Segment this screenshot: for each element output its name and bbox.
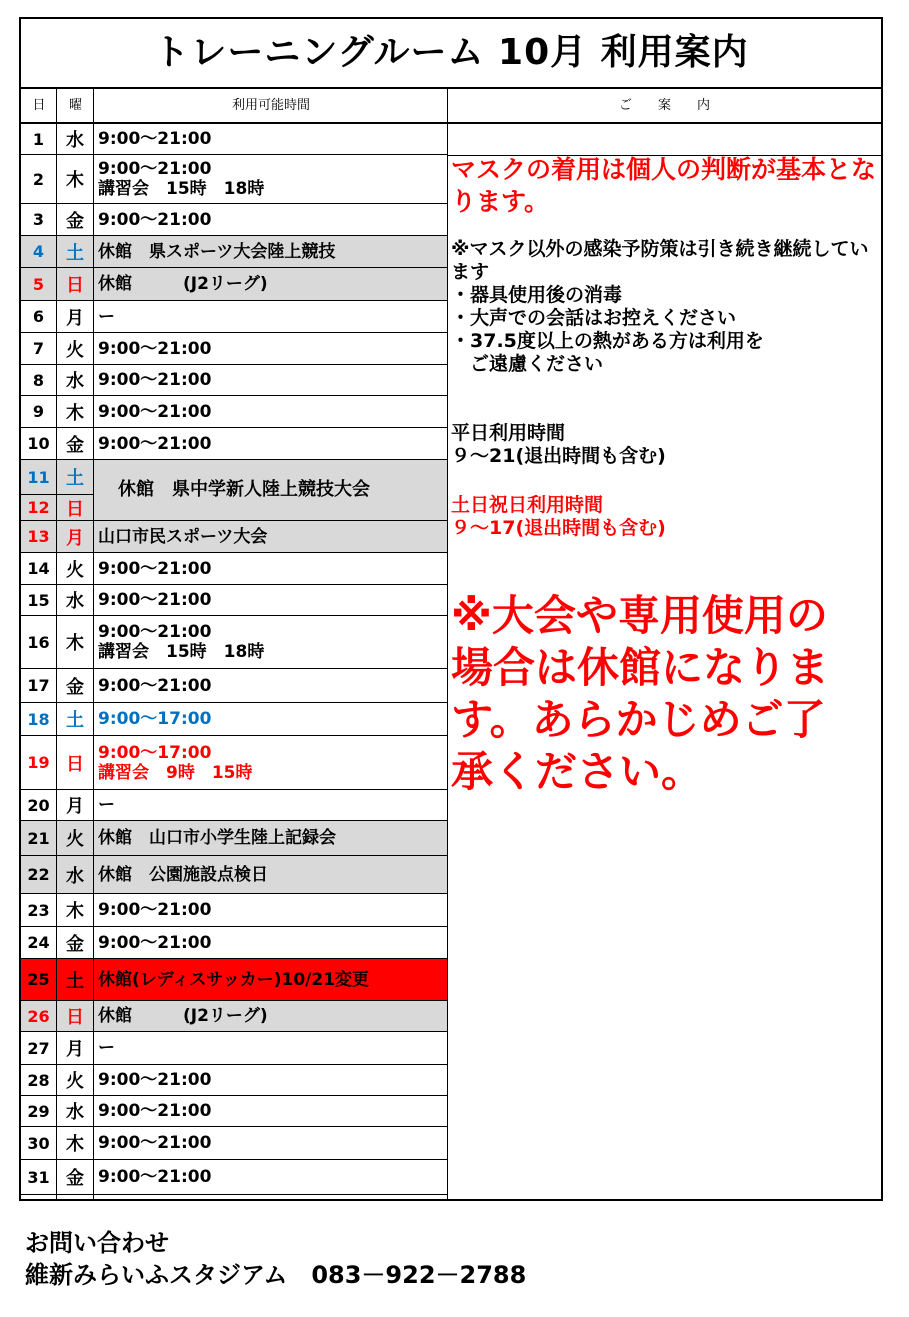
day-number: 4 [21, 236, 56, 268]
hours-cell: 9:00～21:00 [94, 396, 447, 428]
day-of-week: 木 [57, 894, 93, 927]
header-dow: 曜 [57, 87, 94, 124]
header-notice: ご 案 内 [448, 87, 881, 124]
hours-cell [94, 736, 447, 790]
day-of-week: 木 [57, 396, 93, 428]
hours-cell: ー [94, 301, 447, 333]
day-of-week: 水 [57, 585, 93, 616]
day-number: 17 [21, 669, 56, 703]
hours-text: 9:00～21:00 [98, 159, 212, 179]
hours-cell: 9:00～21:00 [94, 428, 447, 460]
hours-cell: 9:00～17:00 [94, 703, 447, 736]
day-number: 16 [21, 616, 56, 669]
day-number: 26 [21, 1001, 56, 1032]
hours-cell: 休館 山口市小学生陸上記録会 [94, 821, 447, 856]
hours-cell: 休館 県スポーツ大会陸上競技 [94, 236, 447, 268]
hours-cell: 山口市民スポーツ大会 [94, 521, 447, 553]
day-of-week: 日 [57, 268, 93, 301]
day-of-week: 木 [57, 616, 93, 669]
hours-cell: 9:00～21:00 [94, 1127, 447, 1160]
day-number: 15 [21, 585, 56, 616]
day-number: 25 [21, 959, 56, 1001]
day-number: 8 [21, 365, 56, 396]
day-of-week: 月 [57, 521, 93, 553]
day-number: 24 [21, 927, 56, 959]
hours-cell: 9:00～21:00 [94, 365, 447, 396]
day-of-week: 火 [57, 821, 93, 856]
day-of-week: 土 [57, 460, 93, 495]
day-of-week: 金 [57, 669, 93, 703]
contact-footer [25, 1227, 526, 1291]
hours-cell: 9:00～21:00 [94, 333, 447, 365]
day-number: 12 [21, 495, 56, 521]
header-hours: 利用可能時間 [94, 87, 448, 124]
day-number: 30 [21, 1127, 56, 1160]
day-of-week: 月 [57, 1032, 93, 1065]
day-of-week: 水 [57, 856, 93, 894]
day-number: 22 [21, 856, 56, 894]
day-number: 14 [21, 553, 56, 585]
hours-cell: 9:00～21:00 [94, 1096, 447, 1127]
hours-cell: 9:00～21:00 [94, 894, 447, 927]
prevention-item: ご遠慮ください [451, 353, 604, 375]
day-number: 3 [21, 204, 56, 236]
hours-cell: 休館 県中学新人陸上競技大会 [94, 460, 447, 521]
day-of-week: 木 [57, 155, 93, 204]
day-number: 23 [21, 894, 56, 927]
day-of-week: 水 [57, 365, 93, 396]
hours-cell: 9:00～21:00 [94, 1065, 447, 1096]
day-number: 10 [21, 428, 56, 460]
weekday-hours-label: 平日利用時間 [451, 422, 566, 444]
header-day: 日 [21, 87, 57, 124]
day-number: 27 [21, 1032, 56, 1065]
day-number: 18 [21, 703, 56, 736]
day-number: 13 [21, 521, 56, 553]
closure-note: ※大会や専用使用の場合は休館になります。あらかじめご了承ください。 [451, 591, 830, 796]
weekday-hours: ９～21(退出時間も含む) [451, 445, 666, 467]
divider [447, 87, 448, 1199]
prevention-note: ※マスク以外の感染予防策は引き続き継続しています [451, 238, 869, 283]
day-of-week: 水 [57, 1096, 93, 1127]
hours-text: 9:00～17:00 [98, 742, 212, 763]
day-number: 5 [21, 268, 56, 301]
day-number: 2 [21, 155, 56, 204]
weekend-hours: ９～17(退出時間も含む) [451, 517, 666, 539]
day-number: 1 [21, 124, 56, 155]
hours-cell: 9:00～21:00 [94, 927, 447, 959]
day-of-week: 金 [57, 927, 93, 959]
day-number: 19 [21, 736, 56, 790]
weekend-hours-label: 土日祝日利用時間 [451, 494, 604, 516]
hours-cell: ー [94, 1032, 447, 1065]
day-of-week: 木 [57, 1127, 93, 1160]
hours-cell: 休館 (J2リーグ) [94, 268, 447, 301]
day-number: 11 [21, 460, 56, 495]
day-number: 31 [21, 1160, 56, 1195]
hours-text: 9:00～21:00 [98, 622, 212, 642]
hours-cell: 休館 (J2リーグ) [94, 1001, 447, 1032]
day-number: 28 [21, 1065, 56, 1096]
lecture-text: 講習会 15時 18時 [98, 642, 265, 662]
day-number: 9 [21, 396, 56, 428]
day-of-week: 日 [57, 1001, 93, 1032]
lecture-text: 講習会 15時 18時 [98, 179, 265, 199]
hours-cell: 9:00～21:00 [94, 585, 447, 616]
mask-note: マスクの着用は個人の判断が基本となります。 [451, 155, 877, 216]
day-number: 6 [21, 301, 56, 333]
hours-cell: 休館(レディスサッカー)10/21変更 [94, 959, 447, 1001]
prevention-item: ・37.5度以上の熱がある方は利用を [451, 330, 764, 352]
page-title: トレーニングルーム 10月 利用案内 [21, 19, 881, 89]
day-of-week: 土 [57, 959, 93, 1001]
day-of-week: 火 [57, 333, 93, 365]
hours-cell [94, 616, 447, 669]
day-of-week: 土 [57, 236, 93, 268]
contact-label: お問い合わせ [25, 1229, 169, 1257]
hours-cell: 9:00～21:00 [94, 204, 447, 236]
hours-cell: 9:00～21:00 [94, 124, 447, 155]
day-of-week: 土 [57, 703, 93, 736]
schedule-sheet [19, 17, 883, 1201]
lecture-text: 講習会 9時 15時 [98, 762, 253, 783]
hours-cell [94, 155, 447, 204]
hours-cell: 9:00～21:00 [94, 1160, 447, 1195]
day-of-week: 火 [57, 553, 93, 585]
notice-panel [451, 154, 881, 798]
hours-cell: 9:00～21:00 [94, 669, 447, 703]
day-of-week: 金 [57, 1160, 93, 1195]
day-number: 20 [21, 790, 56, 821]
prevention-item: ・器具使用後の消毒 [451, 284, 623, 306]
day-of-week: 火 [57, 1065, 93, 1096]
day-number: 21 [21, 821, 56, 856]
day-of-week: 日 [57, 495, 93, 521]
day-number: 29 [21, 1096, 56, 1127]
day-of-week: 金 [57, 204, 93, 236]
day-of-week: 金 [57, 428, 93, 460]
day-of-week: 月 [57, 301, 93, 333]
day-number: 7 [21, 333, 56, 365]
day-of-week: 水 [57, 124, 93, 155]
day-of-week: 日 [57, 736, 93, 790]
prevention-item: ・大声での会話はお控えください [451, 307, 737, 329]
hours-cell: ー [94, 790, 447, 821]
contact-phone: 維新みらいふスタジアム 083－922－2788 [25, 1261, 527, 1289]
day-of-week: 月 [57, 790, 93, 821]
hours-cell: 9:00～21:00 [94, 553, 447, 585]
hours-cell: 休館 公園施設点検日 [94, 856, 447, 894]
